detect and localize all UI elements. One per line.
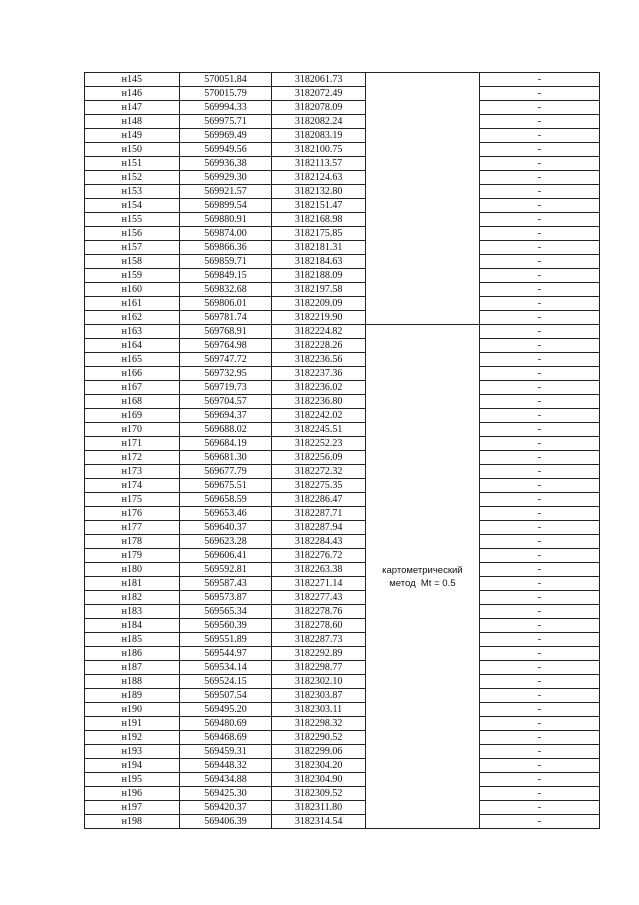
y-coordinate-cell: 3182277.43 [272,591,366,605]
x-coordinate-cell: 569732.95 [179,367,272,381]
point-id-cell: н150 [85,143,180,157]
x-coordinate-cell: 569899.54 [179,199,272,213]
point-id-cell: н158 [85,255,180,269]
x-coordinate-cell: 569573.87 [179,591,272,605]
y-coordinate-cell: 3182304.90 [272,773,366,787]
point-id-cell: н179 [85,549,180,563]
dash-cell: - [479,437,599,451]
table-row [85,311,600,325]
dash-cell: - [479,493,599,507]
point-id-cell: н149 [85,129,180,143]
y-coordinate-cell: 3182209.09 [272,297,366,311]
dash-cell: - [479,129,599,143]
x-coordinate-cell: 569866.36 [179,241,272,255]
table-row [85,661,600,675]
dash-cell: - [479,381,599,395]
point-id-cell: н145 [85,73,180,87]
y-coordinate-cell: 3182175.85 [272,227,366,241]
table-row [85,801,600,815]
table-row [85,101,600,115]
dash-cell: - [479,395,599,409]
point-id-cell: н159 [85,269,180,283]
x-coordinate-cell: 569658.59 [179,493,272,507]
point-id-cell: н187 [85,661,180,675]
table-row [85,745,600,759]
table-row [85,773,600,787]
point-id-cell: н172 [85,451,180,465]
x-coordinate-cell: 569592.81 [179,563,272,577]
dash-cell: - [479,325,599,339]
y-coordinate-cell: 3182224.82 [272,325,366,339]
y-coordinate-cell: 3182314.54 [272,815,366,829]
dash-cell: - [479,367,599,381]
point-id-cell: н147 [85,101,180,115]
y-coordinate-cell: 3182061.73 [272,73,366,87]
y-coordinate-cell: 3182082.24 [272,115,366,129]
table-row [85,717,600,731]
point-id-cell: н161 [85,297,180,311]
dash-cell: - [479,87,599,101]
table-row [85,213,600,227]
y-coordinate-cell: 3182197.58 [272,283,366,297]
table-row [85,115,600,129]
table-row [85,185,600,199]
y-coordinate-cell: 3182168.98 [272,213,366,227]
dash-cell: - [479,213,599,227]
y-coordinate-cell: 3182242.02 [272,409,366,423]
point-id-cell: н177 [85,521,180,535]
x-coordinate-cell: 569936.38 [179,157,272,171]
x-coordinate-cell: 569560.39 [179,619,272,633]
y-coordinate-cell: 3182272.32 [272,465,366,479]
point-id-cell: н166 [85,367,180,381]
dash-cell: - [479,241,599,255]
table-row [85,493,600,507]
dash-cell: - [479,171,599,185]
dash-cell: - [479,619,599,633]
table-row [85,255,600,269]
x-coordinate-cell: 569534.14 [179,661,272,675]
table-row [85,171,600,185]
dash-cell: - [479,521,599,535]
y-coordinate-cell: 3182302.10 [272,675,366,689]
dash-cell: - [479,773,599,787]
point-id-cell: н146 [85,87,180,101]
y-coordinate-cell: 3182236.02 [272,381,366,395]
dash-cell: - [479,185,599,199]
y-coordinate-cell: 3182303.11 [272,703,366,717]
y-coordinate-cell: 3182072.49 [272,87,366,101]
x-coordinate-cell: 569459.31 [179,745,272,759]
x-coordinate-cell: 569587.43 [179,577,272,591]
y-coordinate-cell: 3182286.47 [272,493,366,507]
table-row [85,437,600,451]
x-coordinate-cell: 569640.37 [179,521,272,535]
y-coordinate-cell: 3182181.31 [272,241,366,255]
point-id-cell: н170 [85,423,180,437]
point-id-cell: н155 [85,213,180,227]
dash-cell: - [479,115,599,129]
point-id-cell: н163 [85,325,180,339]
table-row [85,87,600,101]
method-cell [365,325,479,829]
point-id-cell: н173 [85,465,180,479]
dash-cell: - [479,661,599,675]
x-coordinate-cell: 569781.74 [179,311,272,325]
table-row [85,227,600,241]
point-id-cell: н186 [85,647,180,661]
method-name: картометрический [382,564,463,576]
y-coordinate-cell: 3182245.51 [272,423,366,437]
y-coordinate-cell: 3182078.09 [272,101,366,115]
method-accuracy: метод Mt = 0.5 [389,577,456,589]
table-row [85,619,600,633]
table-row [85,479,600,493]
table-row [85,591,600,605]
dash-cell: - [479,563,599,577]
x-coordinate-cell: 569747.72 [179,353,272,367]
table-row [85,297,600,311]
dash-cell: - [479,633,599,647]
table-row [85,521,600,535]
y-coordinate-cell: 3182237.36 [272,367,366,381]
dash-cell: - [479,605,599,619]
point-id-cell: н175 [85,493,180,507]
table-row [85,157,600,171]
y-coordinate-cell: 3182219.90 [272,311,366,325]
table-body [85,73,600,829]
point-id-cell: н171 [85,437,180,451]
point-id-cell: н178 [85,535,180,549]
y-coordinate-cell: 3182276.72 [272,549,366,563]
y-coordinate-cell: 3182309.52 [272,787,366,801]
point-id-cell: н193 [85,745,180,759]
y-coordinate-cell: 3182290.52 [272,731,366,745]
x-coordinate-cell: 569623.28 [179,535,272,549]
table-row [85,633,600,647]
y-coordinate-cell: 3182188.09 [272,269,366,283]
dash-cell: - [479,269,599,283]
point-id-cell: н153 [85,185,180,199]
point-id-cell: н198 [85,815,180,829]
point-id-cell: н151 [85,157,180,171]
x-coordinate-cell: 570051.84 [179,73,272,87]
dash-cell: - [479,465,599,479]
x-coordinate-cell: 570015.79 [179,87,272,101]
table-row [85,549,600,563]
x-coordinate-cell: 569688.02 [179,423,272,437]
point-id-cell: н167 [85,381,180,395]
x-coordinate-cell: 569524.15 [179,675,272,689]
x-coordinate-cell: 569420.37 [179,801,272,815]
x-coordinate-cell: 569468.69 [179,731,272,745]
dash-cell: - [479,255,599,269]
point-id-cell: н189 [85,689,180,703]
point-id-cell: н160 [85,283,180,297]
x-coordinate-cell: 569929.30 [179,171,272,185]
x-coordinate-cell: 569480.69 [179,717,272,731]
y-coordinate-cell: 3182304.20 [272,759,366,773]
dash-cell: - [479,577,599,591]
point-id-cell: н174 [85,479,180,493]
x-coordinate-cell: 569874.00 [179,227,272,241]
dash-cell: - [479,101,599,115]
table-row [85,647,600,661]
point-id-cell: н152 [85,171,180,185]
point-id-cell: н195 [85,773,180,787]
x-coordinate-cell: 569544.97 [179,647,272,661]
dash-cell: - [479,73,599,87]
table-row [85,451,600,465]
table-row [85,675,600,689]
table-row [85,339,600,353]
table-row [85,409,600,423]
x-coordinate-cell: 569434.88 [179,773,272,787]
point-id-cell: н182 [85,591,180,605]
y-coordinate-cell: 3182228.26 [272,339,366,353]
dash-cell: - [479,311,599,325]
point-id-cell: н168 [85,395,180,409]
dash-cell: - [479,745,599,759]
point-id-cell: н180 [85,563,180,577]
dash-cell: - [479,283,599,297]
dash-cell: - [479,787,599,801]
y-coordinate-cell: 3182132.80 [272,185,366,199]
dash-cell: - [479,423,599,437]
table-row [85,325,600,339]
x-coordinate-cell: 569880.91 [179,213,272,227]
x-coordinate-cell: 569425.30 [179,787,272,801]
point-id-cell: н164 [85,339,180,353]
dash-cell: - [479,815,599,829]
x-coordinate-cell: 569406.39 [179,815,272,829]
y-coordinate-cell: 3182083.19 [272,129,366,143]
point-id-cell: н197 [85,801,180,815]
y-coordinate-cell: 3182256.09 [272,451,366,465]
dash-cell: - [479,703,599,717]
y-coordinate-cell: 3182287.71 [272,507,366,521]
dash-cell: - [479,451,599,465]
x-coordinate-cell: 569684.19 [179,437,272,451]
dash-cell: - [479,507,599,521]
y-coordinate-cell: 3182236.80 [272,395,366,409]
table-row [85,395,600,409]
point-id-cell: н181 [85,577,180,591]
point-id-cell: н157 [85,241,180,255]
y-coordinate-cell: 3182113.57 [272,157,366,171]
table-row [85,353,600,367]
x-coordinate-cell: 569448.32 [179,759,272,773]
x-coordinate-cell: 569921.57 [179,185,272,199]
point-id-cell: н190 [85,703,180,717]
y-coordinate-cell: 3182263.38 [272,563,366,577]
x-coordinate-cell: 569704.57 [179,395,272,409]
x-coordinate-cell: 569994.33 [179,101,272,115]
x-coordinate-cell: 569495.20 [179,703,272,717]
point-id-cell: н162 [85,311,180,325]
point-id-cell: н176 [85,507,180,521]
x-coordinate-cell: 569694.37 [179,409,272,423]
x-coordinate-cell: 569849.15 [179,269,272,283]
x-coordinate-cell: 569975.71 [179,115,272,129]
table-row [85,423,600,437]
y-coordinate-cell: 3182184.63 [272,255,366,269]
y-coordinate-cell: 3182292.89 [272,647,366,661]
x-coordinate-cell: 569806.01 [179,297,272,311]
point-id-cell: н184 [85,619,180,633]
point-id-cell: н156 [85,227,180,241]
coordinates-table [84,72,600,829]
table-row [85,759,600,773]
y-coordinate-cell: 3182311.80 [272,801,366,815]
y-coordinate-cell: 3182284.43 [272,535,366,549]
x-coordinate-cell: 569606.41 [179,549,272,563]
table-row [85,535,600,549]
dash-cell: - [479,549,599,563]
table-row [85,577,600,591]
method-cell-upper [365,73,479,325]
point-id-cell: н148 [85,115,180,129]
point-id-cell: н183 [85,605,180,619]
y-coordinate-cell: 3182252.23 [272,437,366,451]
table-row [85,787,600,801]
dash-cell: - [479,409,599,423]
x-coordinate-cell: 569832.68 [179,283,272,297]
x-coordinate-cell: 569969.49 [179,129,272,143]
dash-cell: - [479,157,599,171]
table-row [85,689,600,703]
dash-cell: - [479,717,599,731]
point-id-cell: н154 [85,199,180,213]
table-row [85,73,600,87]
x-coordinate-cell: 569764.98 [179,339,272,353]
table-row [85,381,600,395]
y-coordinate-cell: 3182287.94 [272,521,366,535]
point-id-cell: н169 [85,409,180,423]
y-coordinate-cell: 3182151.47 [272,199,366,213]
table-row [85,143,600,157]
dash-cell: - [479,591,599,605]
table-row [85,367,600,381]
y-coordinate-cell: 3182287.73 [272,633,366,647]
point-id-cell: н194 [85,759,180,773]
y-coordinate-cell: 3182278.76 [272,605,366,619]
x-coordinate-cell: 569949.56 [179,143,272,157]
dash-cell: - [479,353,599,367]
x-coordinate-cell: 569681.30 [179,451,272,465]
table-row [85,283,600,297]
dash-cell: - [479,339,599,353]
dash-cell: - [479,647,599,661]
dash-cell: - [479,759,599,773]
dash-cell: - [479,675,599,689]
dash-cell: - [479,143,599,157]
point-id-cell: н188 [85,675,180,689]
table-row [85,507,600,521]
table-row [85,815,600,829]
dash-cell: - [479,731,599,745]
x-coordinate-cell: 569719.73 [179,381,272,395]
y-coordinate-cell: 3182271.14 [272,577,366,591]
x-coordinate-cell: 569677.79 [179,465,272,479]
x-coordinate-cell: 569653.46 [179,507,272,521]
table-row [85,731,600,745]
point-id-cell: н192 [85,731,180,745]
y-coordinate-cell: 3182299.06 [272,745,366,759]
y-coordinate-cell: 3182236.56 [272,353,366,367]
y-coordinate-cell: 3182275.35 [272,479,366,493]
dash-cell: - [479,801,599,815]
x-coordinate-cell: 569507.54 [179,689,272,703]
table-row [85,129,600,143]
x-coordinate-cell: 569565.34 [179,605,272,619]
x-coordinate-cell: 569859.71 [179,255,272,269]
table-row [85,241,600,255]
table-row [85,563,600,577]
y-coordinate-cell: 3182100.75 [272,143,366,157]
dash-cell: - [479,199,599,213]
table-row [85,605,600,619]
point-id-cell: н165 [85,353,180,367]
y-coordinate-cell: 3182278.60 [272,619,366,633]
x-coordinate-cell: 569768.91 [179,325,272,339]
table-row [85,269,600,283]
dash-cell: - [479,297,599,311]
dash-cell: - [479,535,599,549]
y-coordinate-cell: 3182124.63 [272,171,366,185]
point-id-cell: н196 [85,787,180,801]
point-id-cell: н185 [85,633,180,647]
table-row [85,199,600,213]
point-id-cell: н191 [85,717,180,731]
y-coordinate-cell: 3182303.87 [272,689,366,703]
dash-cell: - [479,227,599,241]
y-coordinate-cell: 3182298.77 [272,661,366,675]
x-coordinate-cell: 569551.89 [179,633,272,647]
y-coordinate-cell: 3182298.32 [272,717,366,731]
dash-cell: - [479,479,599,493]
table-row [85,465,600,479]
dash-cell: - [479,689,599,703]
x-coordinate-cell: 569675.51 [179,479,272,493]
table-row [85,703,600,717]
